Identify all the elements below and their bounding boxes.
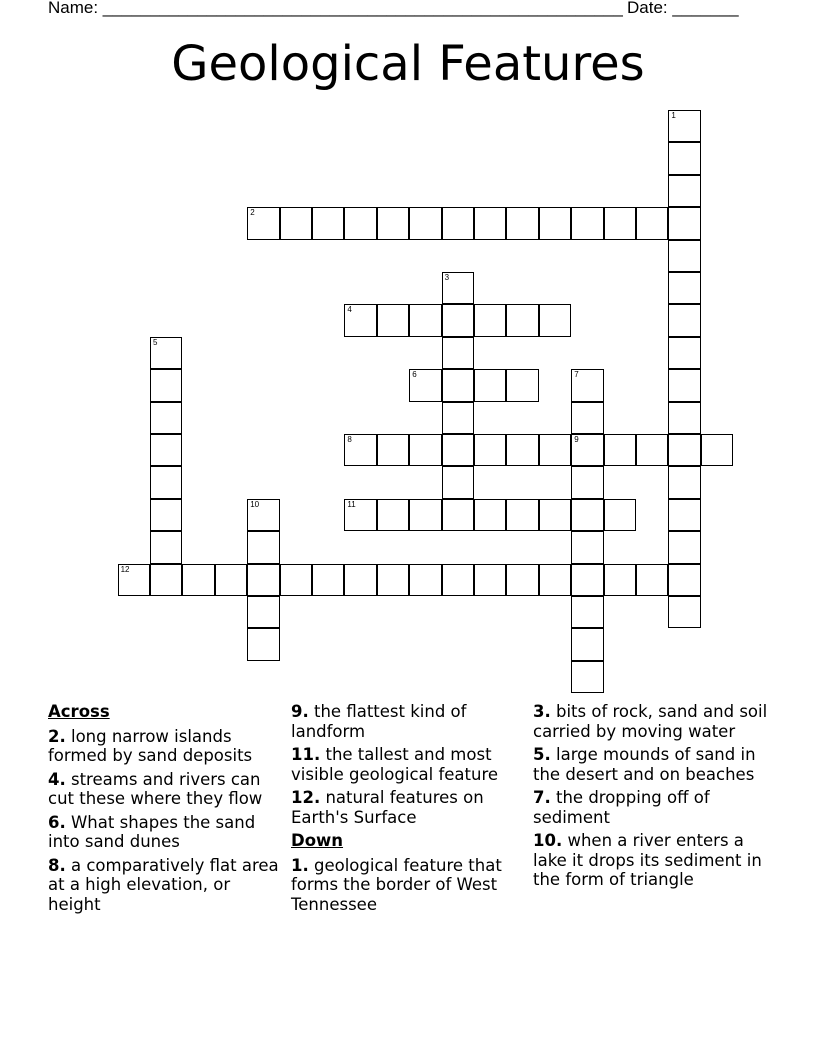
clue-number: 3 — [444, 273, 450, 282]
crossword-cell[interactable] — [668, 337, 700, 369]
crossword-cell[interactable] — [150, 402, 182, 434]
crossword-cell[interactable] — [701, 434, 733, 466]
clue-item-text: large mounds of sand in the desert and on beaches — [533, 745, 756, 784]
crossword-cell[interactable] — [442, 304, 474, 336]
clue-item-number: 2. — [48, 726, 66, 746]
crossword-cell[interactable] — [344, 304, 376, 336]
crossword-cell[interactable] — [377, 304, 409, 336]
crossword-cell[interactable] — [571, 628, 603, 660]
clue-item-number: 4. — [48, 769, 66, 789]
crossword-cell[interactable] — [150, 337, 182, 369]
crossword-cell[interactable] — [247, 596, 279, 628]
crossword-cell[interactable] — [668, 240, 700, 272]
crossword-cell[interactable] — [571, 564, 603, 596]
clue-number: 8 — [347, 435, 352, 444]
crossword-cell[interactable] — [442, 369, 474, 401]
section-heading-across: Across — [48, 702, 110, 721]
clue-item-number: 8. — [48, 855, 66, 875]
clue-item-text: the tallest and most visible geological feature — [291, 745, 499, 784]
name-label: Name: — [48, 0, 103, 17]
crossword-cell[interactable] — [344, 434, 376, 466]
crossword-cell[interactable] — [668, 466, 700, 498]
crossword-cell[interactable] — [668, 175, 700, 207]
crossword-cell[interactable] — [668, 564, 700, 596]
crossword-cell[interactable] — [442, 272, 474, 304]
clue-item — [48, 727, 283, 766]
crossword-cell[interactable] — [668, 272, 700, 304]
crossword-cell[interactable] — [506, 207, 538, 239]
crossword-cell[interactable] — [409, 434, 441, 466]
crossword-cell[interactable] — [539, 304, 571, 336]
crossword-cell[interactable] — [474, 434, 506, 466]
clue-item-number: 7. — [533, 788, 551, 807]
crossword-cell[interactable] — [215, 564, 247, 596]
crossword-cell[interactable] — [506, 499, 538, 531]
crossword-cell[interactable] — [442, 434, 474, 466]
crossword-cell[interactable] — [312, 207, 344, 239]
clue-item-text: a comparatively flat area at a high elevation, or height — [48, 855, 279, 914]
crossword-cell[interactable] — [118, 564, 150, 596]
page-title: Geological Features — [171, 36, 645, 92]
crossword-cell[interactable] — [668, 142, 700, 174]
clue-number: 9 — [574, 435, 579, 444]
crossword-cell[interactable] — [409, 207, 441, 239]
clue-item — [291, 788, 526, 827]
clue-item-number: 6. — [48, 812, 66, 832]
crossword-cell[interactable] — [636, 434, 668, 466]
crossword-cell[interactable] — [668, 402, 700, 434]
crossword-cell[interactable] — [506, 304, 538, 336]
crossword-cell[interactable] — [247, 499, 279, 531]
crossword-cell[interactable] — [604, 207, 636, 239]
clue-item-number: 10. — [533, 831, 563, 850]
crossword-cell[interactable] — [539, 564, 571, 596]
clue-item-number: 5. — [533, 745, 551, 764]
section-heading-down: Down — [291, 831, 344, 850]
crossword-cell[interactable] — [247, 564, 279, 596]
crossword-cell[interactable] — [668, 369, 700, 401]
clue-item — [48, 813, 283, 852]
crossword-cell[interactable] — [571, 402, 603, 434]
clue-item-text: natural features on Earth's Surface — [291, 788, 484, 827]
crossword-cell[interactable] — [668, 110, 700, 142]
date-line: _______ — [672, 0, 739, 17]
crossword-cell[interactable] — [377, 564, 409, 596]
clue-item-text: when a river enters a lake it drops its sediment in the form of triangle — [533, 831, 762, 889]
crossword-cell[interactable] — [182, 564, 214, 596]
clue-item — [533, 788, 773, 827]
crossword-cell[interactable] — [474, 369, 506, 401]
crossword-cell[interactable] — [474, 304, 506, 336]
crossword-cell[interactable] — [668, 499, 700, 531]
crossword-cell[interactable] — [636, 207, 668, 239]
clue-item — [48, 856, 283, 915]
crossword-cell[interactable] — [409, 369, 441, 401]
crossword-cell[interactable] — [442, 499, 474, 531]
crossword-cell[interactable] — [506, 369, 538, 401]
clue-item-text: bits of rock, sand and soil carried by moving water — [533, 702, 768, 741]
clue-number: 11 — [347, 499, 356, 509]
crossword-cell[interactable] — [668, 596, 700, 628]
crossword-cell[interactable] — [604, 434, 636, 466]
clue-item — [291, 745, 526, 784]
crossword-cell[interactable] — [668, 531, 700, 563]
crossword-cell[interactable] — [409, 499, 441, 531]
clue-column-2 — [291, 702, 526, 918]
clue-number: 2 — [250, 208, 255, 218]
clue-item-text: What shapes the sand into sand dunes — [48, 812, 256, 851]
clue-column-3 — [533, 702, 773, 894]
clue-item-text: the flattest kind of landform — [291, 702, 467, 741]
crossword-cell[interactable] — [571, 499, 603, 531]
crossword-cell[interactable] — [539, 499, 571, 531]
clue-item — [291, 856, 526, 915]
clue-item-number: 1. — [291, 855, 309, 875]
crossword-cell[interactable] — [571, 207, 603, 239]
crossword-cell[interactable] — [247, 628, 279, 660]
date-label: Date: — [627, 0, 673, 17]
crossword-cell[interactable] — [409, 564, 441, 596]
crossword-cell[interactable] — [344, 207, 376, 239]
clue-item — [533, 702, 773, 741]
clue-item-number: 11. — [291, 745, 321, 764]
clue-item — [291, 702, 526, 741]
crossword-cell[interactable] — [571, 531, 603, 563]
crossword-cell[interactable] — [442, 466, 474, 498]
crossword-cell[interactable] — [150, 499, 182, 531]
clue-number: 1 — [671, 111, 676, 120]
clue-item-text: streams and rivers can cut these where they flow — [48, 769, 263, 808]
clue-column-1 — [48, 702, 283, 918]
crossword-cell[interactable] — [474, 207, 506, 239]
crossword-cell[interactable] — [442, 337, 474, 369]
crossword-cell[interactable] — [280, 564, 312, 596]
clue-number: 6 — [412, 370, 417, 380]
clue-item-text: geological feature that forms the border of West Tennessee — [291, 855, 502, 914]
crossword-cell[interactable] — [442, 207, 474, 239]
crossword-cell[interactable] — [506, 564, 538, 596]
crossword-cell[interactable] — [247, 207, 279, 239]
clue-number: 7 — [574, 370, 579, 380]
clue-number: 5 — [153, 337, 158, 347]
crossword-cell[interactable] — [506, 434, 538, 466]
name-line: _______________________________________________________ — [102, 0, 623, 17]
clue-item-number: 12. — [291, 788, 321, 807]
clue-item — [48, 770, 283, 809]
clue-item-number: 9. — [291, 702, 309, 721]
crossword-cell[interactable] — [571, 466, 603, 498]
crossword-cell[interactable] — [344, 499, 376, 531]
crossword-cell[interactable] — [409, 304, 441, 336]
crossword-cell[interactable] — [442, 402, 474, 434]
clue-item — [533, 745, 773, 784]
crossword-cell[interactable] — [442, 564, 474, 596]
crossword-cell[interactable] — [571, 434, 603, 466]
crossword-cell[interactable] — [474, 564, 506, 596]
clue-item — [533, 831, 773, 890]
crossword-cell[interactable] — [150, 369, 182, 401]
crossword-cell[interactable] — [604, 499, 636, 531]
crossword-cell[interactable] — [247, 531, 279, 563]
clue-item-text: long narrow islands formed by sand deposits — [48, 726, 253, 765]
clue-number: 10 — [250, 499, 260, 509]
crossword-cell[interactable] — [668, 304, 700, 336]
crossword-cell[interactable] — [377, 434, 409, 466]
crossword-cell[interactable] — [377, 499, 409, 531]
crossword-cell[interactable] — [344, 564, 376, 596]
clue-number: 12 — [120, 564, 130, 574]
crossword-cell[interactable] — [474, 499, 506, 531]
crossword-cell[interactable] — [571, 369, 603, 401]
crossword-cell[interactable] — [668, 207, 700, 239]
crossword-cell[interactable] — [150, 531, 182, 563]
crossword-cell[interactable] — [280, 207, 312, 239]
crossword-cell[interactable] — [150, 466, 182, 498]
crossword-cell[interactable] — [636, 564, 668, 596]
crossword-cell[interactable] — [150, 564, 182, 596]
crossword-cell[interactable] — [571, 596, 603, 628]
clue-item-number: 3. — [533, 702, 551, 721]
crossword-cell[interactable] — [312, 564, 344, 596]
crossword-cell[interactable] — [539, 207, 571, 239]
crossword-cell[interactable] — [571, 661, 603, 693]
crossword-cell[interactable] — [150, 434, 182, 466]
crossword-cell[interactable] — [604, 564, 636, 596]
crossword-cell[interactable] — [539, 434, 571, 466]
clue-number: 4 — [347, 305, 352, 315]
crossword-cell[interactable] — [377, 207, 409, 239]
clue-item-text: the dropping off of sediment — [533, 788, 710, 827]
crossword-cell[interactable] — [668, 434, 700, 466]
